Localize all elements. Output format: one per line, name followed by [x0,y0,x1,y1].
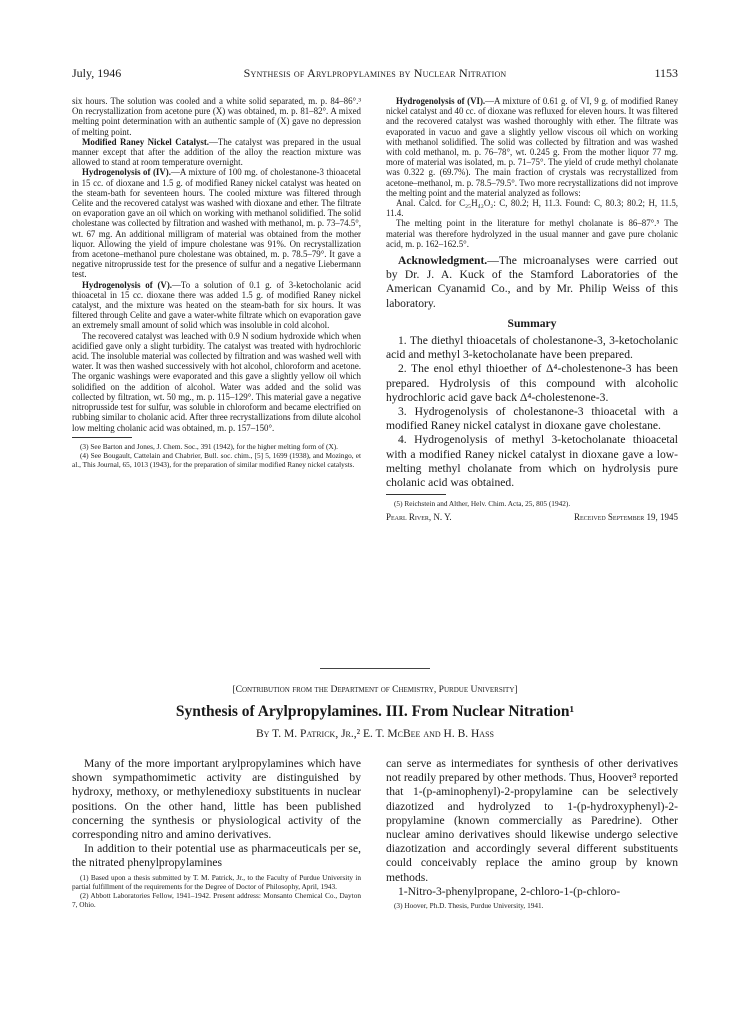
footnote: (4) See Bougault, Cattelain and Chabrier, Bull. soc. chim., [5] 5, 1699 (1938), and Mozingo, et al., This Journal, 65, 1013 (1943), for the preparation of similar modified Raney nickel catalysts. [72,450,361,470]
paragraph: Hydrogenolysis of (IV).—A mixture of 100 mg. of cholestanone-3 thioacetal in 15 cc. of dioxane and 1.5 g. of modified Raney nickel catalyst was heated on the steam-bath for seventeen hours. The cooled mixture was filtered through Celite and the recovered catalyst was washed with dioxane and ether. The filtrate on evaporation gave an oil which on working with methanol solidified. The solid cholestane was collected by filtration and washed with methanol, m. p. 73–74.5°, wt. 67 mg. An additional milligram of material was obtained from the mother liquor. Allowing the yield of impure cholestane was 91%. On recrystallization from acetone–methanol pure cholestane was obtained, m. p. 78.5–79°. It gave a negative nitroprusside test for the presence of sulfur and a negative Liebermann test. [72,167,362,280]
acknowledgment: Acknowledgment.—The microanalyses were carried out by Dr. J. A. Kuck of the Stamford Laboratories of the American Cyanamid Co., and by Mr. Philip Weiss of this laboratory. [386,254,678,310]
paragraph: In addition to their potential use as pharmaceuticals per se, the nitrated phenylpropylamines [72,842,361,870]
footnotes [72,442,361,470]
summary-item: 3. Hydrogenolysis of cholestanone-3 thioacetal with a modified Raney nickel catalyst in dioxane gave cholestane. [386,405,678,433]
right-column-lower [386,757,678,910]
place-date-line [386,512,678,524]
footnotes [72,873,361,910]
paragraph: Hydrogenolysis of (VI).—A mixture of 0.61 g. of VI, 9 g. of modified Raney nickel catalyst and 40 cc. of dioxane was refluxed for eleven hours. It was filtered and the recovered catalyst was washed thoroughly with ether. The filtrate was evaporated in vacuo and gave a slightly yellow viscous oil which on working with methanol solidified. The solid was collected by filtration and was washed with cold methanol, m. p. 76–78°, wt. 0.245 g. From the mother liquor 77 mg. more of material was isolated, m. p. 71–75°. The yield of crude methyl cholanate was 0.322 g. (69.7%). The main fraction of crystals was recrystallized from acetone–methanol, m. p. 78.5–79.5°. Two more recrystallizations did not improve the melting point and the material analyzed as follows: [386,96,679,198]
right-column-upper [386,96,678,524]
footnote: (2) Abbott Laboratories Fellow, 1941–1942. Present address: Monsanto Chemical Co., Dayton 7, Ohio. [72,891,361,910]
left-column-upper [72,96,361,469]
contribution-line: [Contribution from the Department of Chemistry, Purdue University] [232,684,518,695]
left-column-lower [72,757,361,909]
paragraph: Hydrogenolysis of (V).—To a solution of 0.1 g. of 3-ketocholanic acid thioacetal in 15 cc. dioxane there was added 1.5 g. of modified Raney nickel catalyst, and the mixture was heated on the steam-bath for six hours. It was filtered through Celite and gave a water-white filtrate which on evaporation gave an extremely small amount of solid which was insoluble in cold alcohol. [72,279,361,331]
paragraph: The melting point in the literature for methyl cholanate is 86–87°.⁵ The material was therefore hydrolyzed in the usual manner and gave pure cholanic acid, m. p. 162–162.5°. [386,218,678,249]
footnote-rule [386,494,446,495]
paragraph: Many of the more important arylpropylamines which have shown sympathomimetic activity are distinguished by hydroxy, methoxy, or methylenedioxy substituents in nuclear positions. On the other hand, little has been published concerning the synthesis or physiological activity of the corresponding nitro and amino derivatives. [72,757,361,842]
running-head [72,66,678,82]
paragraph: The recovered catalyst was leached with 0.9 N sodium hydroxide which when acidified gave only a slight turbidity. The catalyst was treated with hydrochloric acid. The insoluble material was collected by filtration and was washed well with water. It was then washed successively with hot alcohol, chloroform and acetone. The organic washings were evaporated and this gave a slightly yellow oil which solidified on the addition of alcohol. Water was added and the solid was collected by filtration, wt. 50 mg., m. p. 115–129°. This material gave a negative nitroprusside test for sulfur, was soluble in chloroform and became electrified on rubbing similar to cholanic acid. After three recrystallizations from dilute alcohol low melting cholanic acid was obtained, m. p. 157–150°. [72,330,361,433]
received-date: Received September 19, 1945 [573,511,678,522]
paragraph: 1-Nitro-3-phenylpropane, 2-chloro-1-(p-chloro- [398,884,621,898]
section-heading: Hydrogenolysis of (VI). [396,96,486,106]
section-heading: Hydrogenolysis of (IV). [82,167,171,178]
article-divider [320,668,430,669]
place: Pearl River, N. Y. [386,511,452,522]
summary-item: 2. The enol ethyl thioether of Δ⁴-cholestenone-3 has been prepared. Hydrolysis of this compound with alcoholic hydrochloric acid gave back Δ⁴-cholestenone-3. [386,362,678,404]
paragraph: can serve as intermediates for synthesis of other derivatives not readily prepared by other methods. Thus, Hoover³ reported that 1-(p-aminophenyl)-2-propylamine can be selectively diazotized and hydrolyzed to 1-(p-hydroxyphenyl)-2-propylamine (known commercially as Paredrine). Other nuclear amino derivatives should likewise undergo selective diazotization and accordingly several different substituents could conceivably replace the amino group by known methods. [386,757,678,884]
footnotes [386,499,678,508]
footnote-rule [72,437,132,438]
analysis-line: Anal. Calcd. for C₂₅H₄₂O₂: C, 80.2; H, 11.3. Found: C, 80.3; 80.2; H, 11.5, 11.4. [386,198,678,219]
page-number: 1153 [654,66,678,80]
footnotes [386,901,678,910]
article-title: Synthesis of Arylpropylamines. III. From Nuclear Nitration¹ [175,703,575,720]
section-heading: Hydrogenolysis of (V). [82,279,173,290]
section-heading: Modified Raney Nickel Catalyst. [82,136,210,147]
footnote: (1) Based upon a thesis submitted by T. M. Patrick, Jr., to the Faculty of Purdue University in partial fulfillment of the requirements for the Degree of Doctor of Philosophy, April, 1943. [72,872,361,891]
summary-item: 1. The diethyl thioacetals of cholestanone-3, 3-ketocholanic acid and methyl 3-ketocholanate have been prepared. [386,334,678,362]
footnote: (3) Hoover, Ph.D. Thesis, Purdue University, 1941. [394,901,544,911]
author-line: By T. M. Patrick, Jr.,² E. T. McBee and H. B. Hass [256,728,494,740]
section-heading: Acknowledgment. [398,254,488,268]
paragraph: six hours. The solution was cooled and a white solid separated, m. p. 84–86°.³ On recrystallization from acetone pure (X) was obtained, m. p. 81–82°. A mixed melting point determination with an authentic sample of (X) gave no depression of melting point. [72,96,361,137]
paragraph: Modified Raney Nickel Catalyst.—The catalyst was prepared in the usual manner except that after the addition of the alloy the reaction mixture was allowed to stand at room temperature overnight. [72,136,361,168]
footnote: (3) See Barton and Jones, J. Chem. Soc., 391 (1942), for the higher melting form of (X). [80,441,338,451]
summary-item: 4. Hydrogenolysis of methyl 3-ketocholanate thioacetal with a modified Raney nickel catalyst in dioxane gave a low-melting methyl cholanate from which on hydrolysis pure cholanic acid was obtained. [386,433,678,490]
issue-date: July, 1946 [72,66,122,80]
footnote: (5) Reichstein and Alther, Helv. Chim. Acta, 25, 805 (1942). [394,499,571,509]
running-title: Synthesis of Arylpropylamines by Nuclear Nitration [243,66,507,80]
summary-heading: Summary [507,316,557,330]
